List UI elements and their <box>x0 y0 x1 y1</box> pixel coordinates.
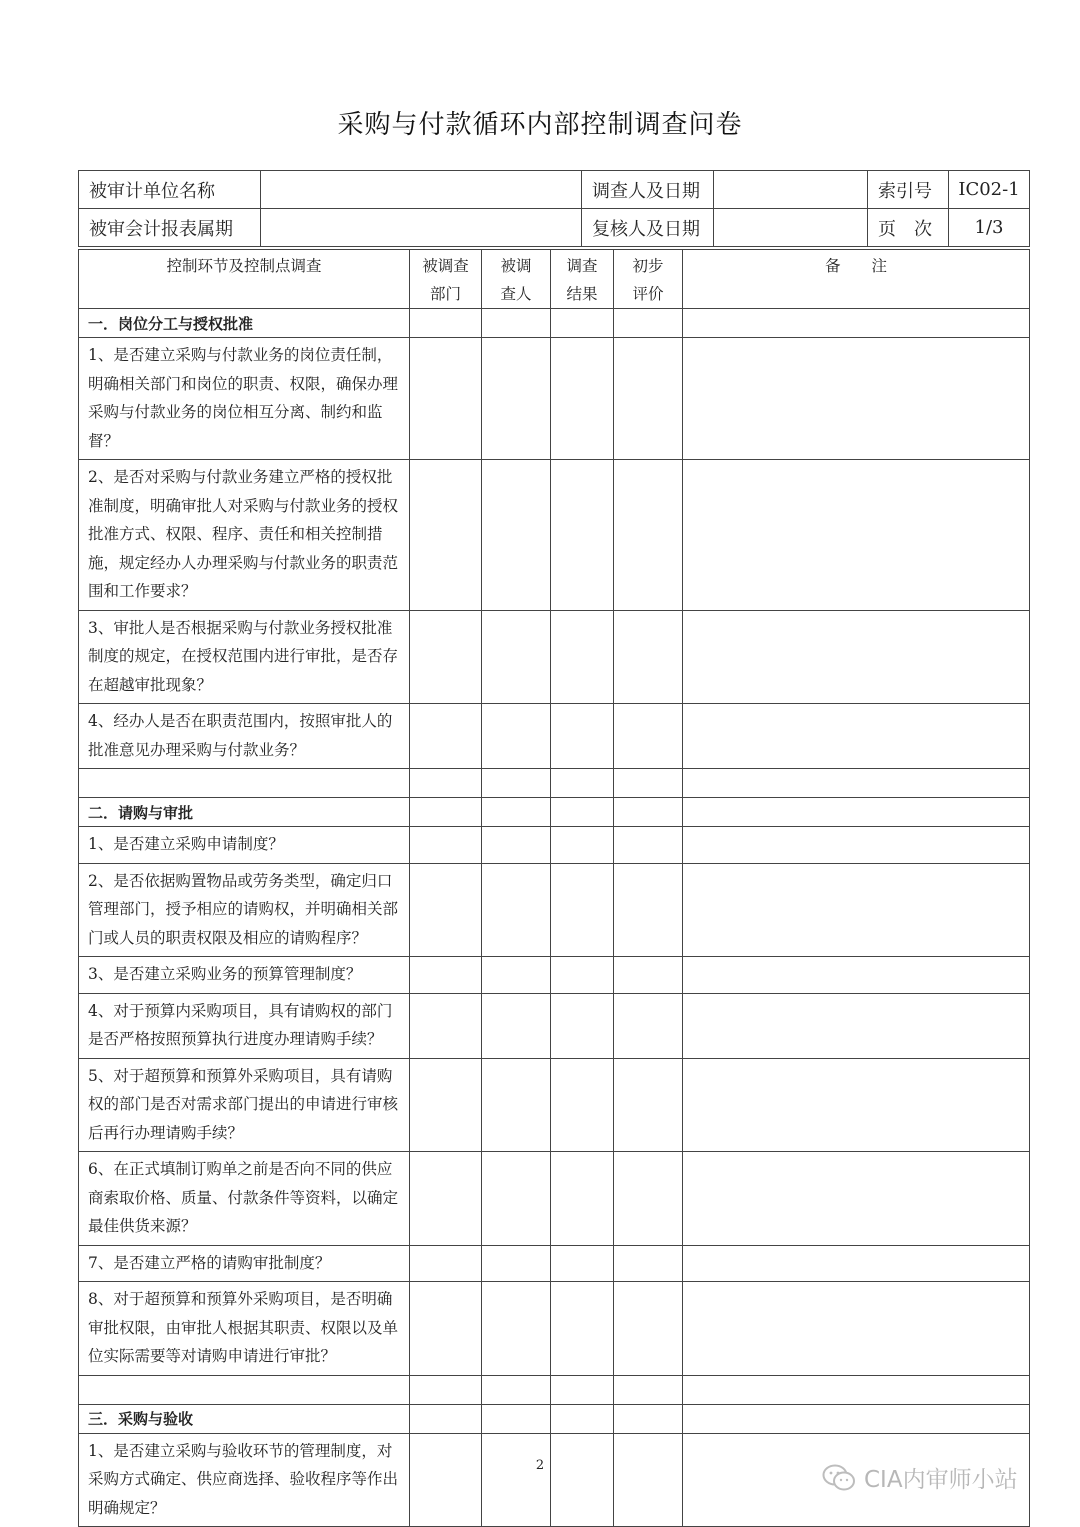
dept-cell[interactable] <box>410 993 482 1058</box>
survey-table <box>78 249 1030 1527</box>
control-question: 3、是否建立采购业务的预算管理制度？ <box>79 957 410 994</box>
section-title: 一．岗位分工与授权批准 <box>79 309 410 338</box>
eval-cell[interactable] <box>614 993 683 1058</box>
dept-cell[interactable] <box>410 338 482 460</box>
unit-name-field[interactable] <box>261 171 582 209</box>
control-question: 6、在正式填制订购单之前是否向不同的供应商索取价格、质量、付款条件等资料，以确定最佳供货来源？ <box>79 1152 410 1246</box>
table-row <box>79 460 1030 611</box>
index-value: IC02-1 <box>949 171 1030 209</box>
eval-cell[interactable] <box>614 863 683 957</box>
table-row <box>79 1245 1030 1282</box>
remark-cell[interactable] <box>683 993 1030 1058</box>
eval-cell[interactable] <box>614 1433 683 1527</box>
result-cell[interactable] <box>551 309 614 338</box>
remark-cell[interactable] <box>683 863 1030 957</box>
person-cell[interactable] <box>482 704 551 769</box>
dept-cell[interactable] <box>410 1152 482 1246</box>
result-cell[interactable] <box>551 1282 614 1376</box>
person-cell[interactable] <box>482 957 551 994</box>
col-result-line1: 调查 <box>566 257 598 275</box>
reviewer-label: 复核人及日期 <box>582 209 714 247</box>
remark-cell[interactable] <box>683 957 1030 994</box>
person-cell[interactable] <box>482 460 551 611</box>
wechat-icon <box>822 1464 856 1492</box>
remark-cell[interactable] <box>683 1058 1030 1152</box>
table-row <box>79 704 1030 769</box>
unit-name-label: 被审计单位名称 <box>79 171 261 209</box>
result-cell[interactable] <box>551 1058 614 1152</box>
dept-cell[interactable] <box>410 309 482 338</box>
result-cell[interactable] <box>551 1152 614 1246</box>
dept-cell[interactable] <box>410 827 482 864</box>
person-cell[interactable] <box>482 1433 551 1527</box>
remark-cell[interactable] <box>683 338 1030 460</box>
page-number: 2 <box>535 1458 545 1473</box>
dept-cell[interactable] <box>410 863 482 957</box>
remark-cell[interactable] <box>683 704 1030 769</box>
person-cell[interactable] <box>482 309 551 338</box>
dept-cell[interactable] <box>410 1375 482 1404</box>
dept-cell[interactable] <box>410 610 482 704</box>
result-cell[interactable] <box>551 610 614 704</box>
table-row <box>79 1152 1030 1246</box>
control-question: 3、审批人是否根据采购与付款业务授权批准制度的规定，在授权范围内进行审批，是否存在超越审批现象？ <box>79 610 410 704</box>
result-cell[interactable] <box>551 338 614 460</box>
remark-cell[interactable] <box>683 769 1030 798</box>
result-cell[interactable] <box>551 993 614 1058</box>
result-cell[interactable] <box>551 1404 614 1433</box>
col-person <box>482 250 551 309</box>
blank-row <box>79 769 1030 798</box>
dept-cell[interactable] <box>410 704 482 769</box>
control-question: 1、是否建立采购与付款业务的岗位责任制，明确相关部门和岗位的职责、权限，确保办理采购与付款业务的岗位相互分离、制约和监督？ <box>79 338 410 460</box>
eval-cell[interactable] <box>614 309 683 338</box>
col-result <box>551 250 614 309</box>
person-cell[interactable] <box>482 1152 551 1246</box>
table-row <box>79 1282 1030 1376</box>
result-cell[interactable] <box>551 1245 614 1282</box>
person-cell[interactable] <box>482 1404 551 1433</box>
person-cell[interactable] <box>482 1245 551 1282</box>
dept-cell[interactable] <box>410 957 482 994</box>
result-cell[interactable] <box>551 769 614 798</box>
dept-cell[interactable] <box>410 1282 482 1376</box>
remark-cell[interactable] <box>683 827 1030 864</box>
result-cell[interactable] <box>551 827 614 864</box>
remark-cell[interactable] <box>683 610 1030 704</box>
table-row <box>79 610 1030 704</box>
reviewer-field[interactable] <box>714 209 868 247</box>
col-eval <box>614 250 683 309</box>
result-cell[interactable] <box>551 1433 614 1527</box>
table-row <box>79 993 1030 1058</box>
control-question: 4、经办人是否在职责范围内，按照审批人的批准意见办理采购与付款业务？ <box>79 704 410 769</box>
investigator-label: 调查人及日期 <box>582 171 714 209</box>
person-cell[interactable] <box>482 1375 551 1404</box>
person-cell[interactable] <box>482 827 551 864</box>
table-row <box>79 1058 1030 1152</box>
person-cell[interactable] <box>482 863 551 957</box>
result-cell[interactable] <box>551 460 614 611</box>
control-question: 1、是否建立采购申请制度？ <box>79 827 410 864</box>
col-person-line1: 被调 <box>500 257 532 275</box>
col-eval-line2: 评价 <box>632 285 664 303</box>
person-cell[interactable] <box>482 993 551 1058</box>
remark-cell[interactable] <box>683 1404 1030 1433</box>
table-row <box>79 827 1030 864</box>
blank-cell[interactable] <box>79 1375 410 1404</box>
page-label: 页 次 <box>868 209 949 247</box>
eval-cell[interactable] <box>614 1245 683 1282</box>
control-question: 1、是否建立采购与验收环节的管理制度，对采购方式确定、供应商选择、验收程序等作出明确规定？ <box>79 1433 410 1527</box>
result-cell[interactable] <box>551 798 614 827</box>
section-row <box>79 309 1030 338</box>
dept-cell[interactable] <box>410 1245 482 1282</box>
table-row <box>79 863 1030 957</box>
section-title: 三．采购与验收 <box>79 1404 410 1433</box>
dept-cell[interactable] <box>410 1058 482 1152</box>
control-question: 7、是否建立严格的请购审批制度？ <box>79 1245 410 1282</box>
col-control-point: 控制环节及控制点调查 <box>79 250 410 309</box>
remark-cell[interactable] <box>683 798 1030 827</box>
dept-cell[interactable] <box>410 460 482 611</box>
eval-cell[interactable] <box>614 798 683 827</box>
eval-cell[interactable] <box>614 338 683 460</box>
table-row <box>79 957 1030 994</box>
page-value: 1/3 <box>949 209 1030 247</box>
header-table <box>78 170 1030 247</box>
person-cell[interactable] <box>482 769 551 798</box>
remark-cell[interactable] <box>683 1152 1030 1246</box>
eval-cell[interactable] <box>614 704 683 769</box>
section-row <box>79 1404 1030 1433</box>
control-question: 2、是否依据购置物品或劳务类型，确定归口管理部门，授予相应的请购权，并明确相关部门或人员的职责权限及相应的请购程序？ <box>79 863 410 957</box>
col-remark: 备 注 <box>683 250 1030 309</box>
eval-cell[interactable] <box>614 1375 683 1404</box>
control-question: 2、是否对采购与付款业务建立严格的授权批准制度，明确审批人对采购与付款业务的授权批准方式、权限、程序、责任和相关控制措施，规定经办人办理采购与付款业务的职责范围和工作要求？ <box>79 460 410 611</box>
col-eval-line1: 初步 <box>632 257 664 275</box>
dept-cell[interactable] <box>410 769 482 798</box>
col-person-line2: 查人 <box>500 285 532 303</box>
eval-cell[interactable] <box>614 957 683 994</box>
page-title: 采购与付款循环内部控制调查问卷 <box>337 110 743 140</box>
remark-cell[interactable] <box>683 460 1030 611</box>
col-result-line2: 结果 <box>566 285 598 303</box>
eval-cell[interactable] <box>614 460 683 611</box>
watermark-text: CIA内审师小站 <box>864 1467 1018 1493</box>
report-period-label: 被审会计报表属期 <box>79 209 261 247</box>
blank-cell[interactable] <box>79 769 410 798</box>
control-question: 5、对于超预算和预算外采购项目，具有请购权的部门是否对需求部门提出的申请进行审核后再行办理请购手续？ <box>79 1058 410 1152</box>
eval-cell[interactable] <box>614 1152 683 1246</box>
remark-cell[interactable] <box>683 1375 1030 1404</box>
eval-cell[interactable] <box>614 610 683 704</box>
dept-cell[interactable] <box>410 1404 482 1433</box>
eval-cell[interactable] <box>614 1404 683 1433</box>
result-cell[interactable] <box>551 704 614 769</box>
col-dept <box>410 250 482 309</box>
control-question: 4、对于预算内采购项目，具有请购权的部门是否严格按照预算执行进度办理请购手续？ <box>79 993 410 1058</box>
remark-cell[interactable] <box>683 1245 1030 1282</box>
blank-row <box>79 1375 1030 1404</box>
eval-cell[interactable] <box>614 769 683 798</box>
person-cell[interactable] <box>482 1282 551 1376</box>
result-cell[interactable] <box>551 1375 614 1404</box>
eval-cell[interactable] <box>614 1282 683 1376</box>
section-row <box>79 798 1030 827</box>
result-cell[interactable] <box>551 863 614 957</box>
watermark <box>822 1461 1018 1494</box>
result-cell[interactable] <box>551 957 614 994</box>
person-cell[interactable] <box>482 610 551 704</box>
investigator-field[interactable] <box>714 171 868 209</box>
col-dept-line2: 部门 <box>429 285 461 303</box>
person-cell[interactable] <box>482 1058 551 1152</box>
section-title: 二．请购与审批 <box>79 798 410 827</box>
table-row <box>79 338 1030 460</box>
index-label: 索引号 <box>868 171 949 209</box>
control-question: 8、对于超预算和预算外采购项目，是否明确审批权限，由审批人根据其职责、权限以及单位实际需要等对请购申请进行审批？ <box>79 1282 410 1376</box>
col-dept-line1: 被调查 <box>422 257 469 275</box>
person-cell[interactable] <box>482 338 551 460</box>
remark-cell[interactable] <box>683 1282 1030 1376</box>
eval-cell[interactable] <box>614 827 683 864</box>
remark-cell[interactable] <box>683 309 1030 338</box>
eval-cell[interactable] <box>614 1058 683 1152</box>
dept-cell[interactable] <box>410 798 482 827</box>
person-cell[interactable] <box>482 798 551 827</box>
dept-cell[interactable] <box>410 1433 482 1527</box>
report-period-field[interactable] <box>261 209 582 247</box>
